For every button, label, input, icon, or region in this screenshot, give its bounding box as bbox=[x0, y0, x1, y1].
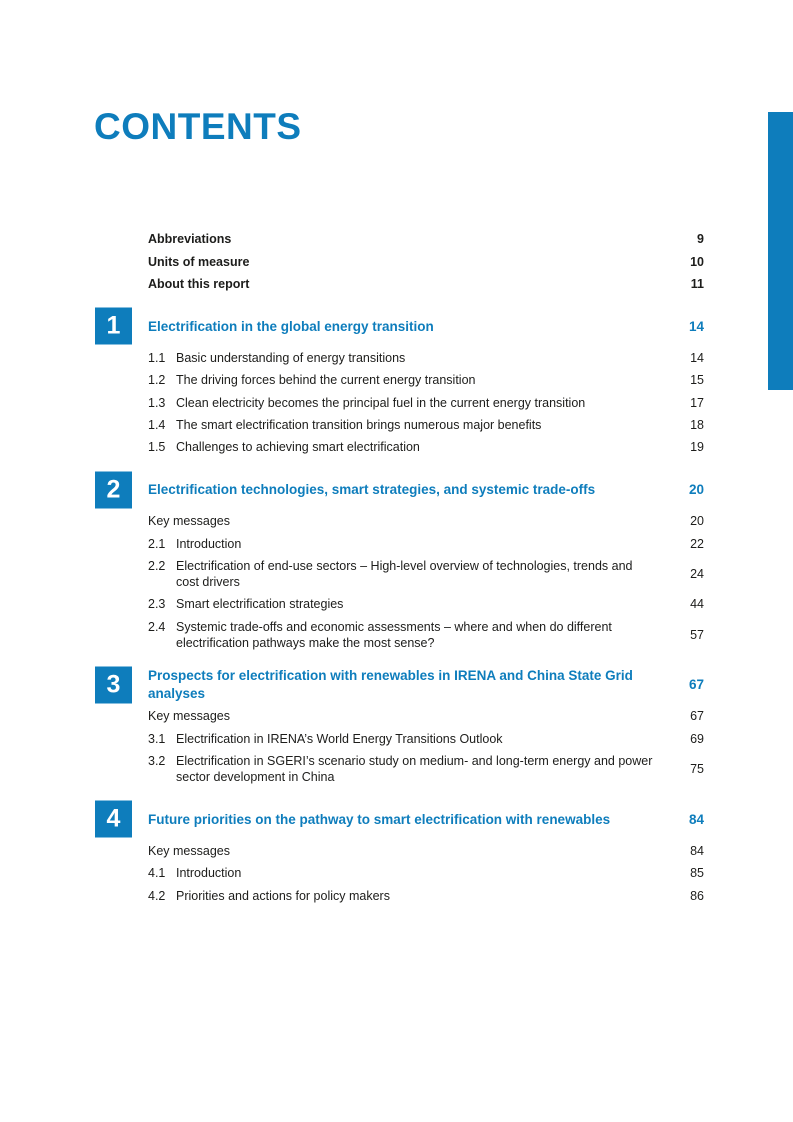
toc-section bbox=[106, 801, 704, 905]
toc-entry[interactable] bbox=[148, 844, 704, 860]
front-matter-label: Units of measure bbox=[148, 254, 250, 269]
section-header[interactable] bbox=[106, 801, 704, 838]
section-page-number: 67 bbox=[688, 677, 704, 693]
section-header[interactable] bbox=[106, 666, 704, 703]
toc-entry[interactable] bbox=[148, 889, 704, 905]
entry-number: 4.1 bbox=[148, 866, 166, 881]
front-matter-item[interactable] bbox=[148, 255, 704, 271]
section-page-number: 20 bbox=[688, 482, 704, 498]
toc-section bbox=[106, 666, 704, 786]
front-matter-label: Abbreviations bbox=[148, 232, 232, 246]
chapter-edge-tab bbox=[768, 112, 793, 390]
entry-label: Key messages bbox=[148, 709, 230, 724]
entry-number: 1.2 bbox=[148, 373, 166, 388]
front-matter-item[interactable] bbox=[148, 232, 704, 248]
entry-label: Introduction bbox=[176, 866, 242, 881]
entry-page-number: 57 bbox=[690, 627, 704, 642]
front-matter-list bbox=[148, 232, 704, 293]
toc-entry[interactable] bbox=[148, 351, 704, 367]
entry-page-number: 75 bbox=[690, 762, 704, 777]
entry-page-number: 22 bbox=[690, 536, 704, 551]
entry-number: 1.5 bbox=[148, 440, 166, 455]
entry-number: 1.1 bbox=[148, 350, 166, 365]
entry-page-number: 17 bbox=[690, 395, 704, 410]
entry-number: 1.3 bbox=[148, 395, 166, 410]
entry-label: Priorities and actions for policy makers bbox=[176, 888, 390, 903]
toc-section bbox=[106, 471, 704, 651]
toc-entry[interactable] bbox=[148, 620, 704, 652]
section-number-badge: 1 bbox=[95, 308, 132, 345]
toc-entry[interactable] bbox=[148, 597, 704, 613]
section-header[interactable] bbox=[106, 471, 704, 508]
entry-number: 2.2 bbox=[148, 559, 166, 573]
entry-page-number: 19 bbox=[690, 440, 704, 455]
section-title: Electrification technologies, smart strategies, and systemic trade-offs bbox=[148, 481, 596, 497]
entry-number: 2.4 bbox=[148, 619, 166, 634]
page-title: CONTENTS bbox=[94, 106, 302, 147]
entry-label: Introduction bbox=[176, 536, 242, 551]
toc-entry[interactable] bbox=[148, 732, 704, 748]
entry-page-number: 20 bbox=[690, 514, 704, 529]
entry-page-number: 15 bbox=[690, 373, 704, 388]
section-title: Electrification in the global energy transition bbox=[148, 318, 434, 334]
entry-page-number: 84 bbox=[690, 843, 704, 858]
section-page-number: 84 bbox=[688, 811, 704, 827]
toc-content bbox=[106, 232, 704, 911]
entry-label: Electrification of end-use sectors – High-level overview of technologies, trends and cost drivers bbox=[176, 559, 633, 589]
toc-entry[interactable] bbox=[148, 866, 704, 882]
entry-label: Key messages bbox=[148, 843, 230, 858]
toc-sections bbox=[106, 308, 704, 905]
toc-entry[interactable] bbox=[148, 754, 704, 786]
section-title: Future priorities on the pathway to smart electrification with renewables bbox=[148, 811, 611, 827]
front-matter-label: About this report bbox=[148, 277, 250, 292]
entry-label: Basic understanding of energy transitions bbox=[176, 350, 406, 365]
entry-number: 3.2 bbox=[148, 754, 166, 769]
entry-label: Electrification in IRENA’s World Energy Transitions Outlook bbox=[176, 731, 503, 746]
entry-label: Smart electrification strategies bbox=[176, 597, 344, 612]
entry-label: Systemic trade-offs and economic assessments – where and when do different electrification pathways make the most sense? bbox=[176, 619, 612, 650]
entry-page-number: 18 bbox=[690, 418, 704, 432]
entry-number: 3.1 bbox=[148, 731, 166, 746]
section-page-number: 14 bbox=[688, 318, 704, 334]
entry-page-number: 86 bbox=[690, 888, 704, 903]
section-number-badge: 2 bbox=[95, 471, 132, 508]
toc-entry[interactable] bbox=[148, 514, 704, 530]
toc-entry[interactable] bbox=[148, 418, 704, 434]
section-number-badge: 4 bbox=[95, 801, 132, 838]
section-title: Prospects for electrification with renewables in IRENA and China State Grid analyses bbox=[148, 668, 633, 701]
section-number-badge: 3 bbox=[95, 666, 132, 703]
section-header[interactable] bbox=[106, 308, 704, 345]
entry-label: Electrification in SGERI’s scenario study on medium- and long-term energy and power sector development in China bbox=[176, 754, 653, 784]
front-matter-page-number: 9 bbox=[697, 232, 704, 246]
toc-entry[interactable] bbox=[148, 396, 704, 412]
entry-label: Challenges to achieving smart electrification bbox=[176, 440, 420, 455]
toc-section bbox=[106, 308, 704, 456]
entry-page-number: 14 bbox=[690, 350, 704, 365]
entry-page-number: 24 bbox=[690, 566, 704, 581]
entry-number: 2.3 bbox=[148, 597, 166, 612]
toc-entry[interactable] bbox=[148, 537, 704, 553]
front-matter-item[interactable] bbox=[148, 277, 704, 293]
entry-label: The driving forces behind the current energy transition bbox=[176, 373, 476, 388]
toc-entry[interactable] bbox=[148, 559, 704, 591]
front-matter-page-number: 10 bbox=[690, 254, 704, 269]
toc-entry[interactable] bbox=[148, 440, 704, 456]
toc-entry[interactable] bbox=[148, 709, 704, 725]
entry-page-number: 67 bbox=[690, 709, 704, 724]
entry-number: 1.4 bbox=[148, 418, 166, 432]
entry-page-number: 85 bbox=[690, 866, 704, 881]
entry-label: Key messages bbox=[148, 514, 230, 529]
front-matter-page-number: 11 bbox=[690, 277, 704, 292]
entry-number: 2.1 bbox=[148, 536, 166, 551]
toc-entry[interactable] bbox=[148, 373, 704, 389]
entry-label: The smart electrification transition brings numerous major benefits bbox=[176, 418, 542, 432]
entry-page-number: 44 bbox=[690, 597, 704, 612]
entry-number: 4.2 bbox=[148, 888, 166, 903]
entry-label: Clean electricity becomes the principal fuel in the current energy transition bbox=[176, 395, 586, 410]
entry-page-number: 69 bbox=[690, 731, 704, 746]
